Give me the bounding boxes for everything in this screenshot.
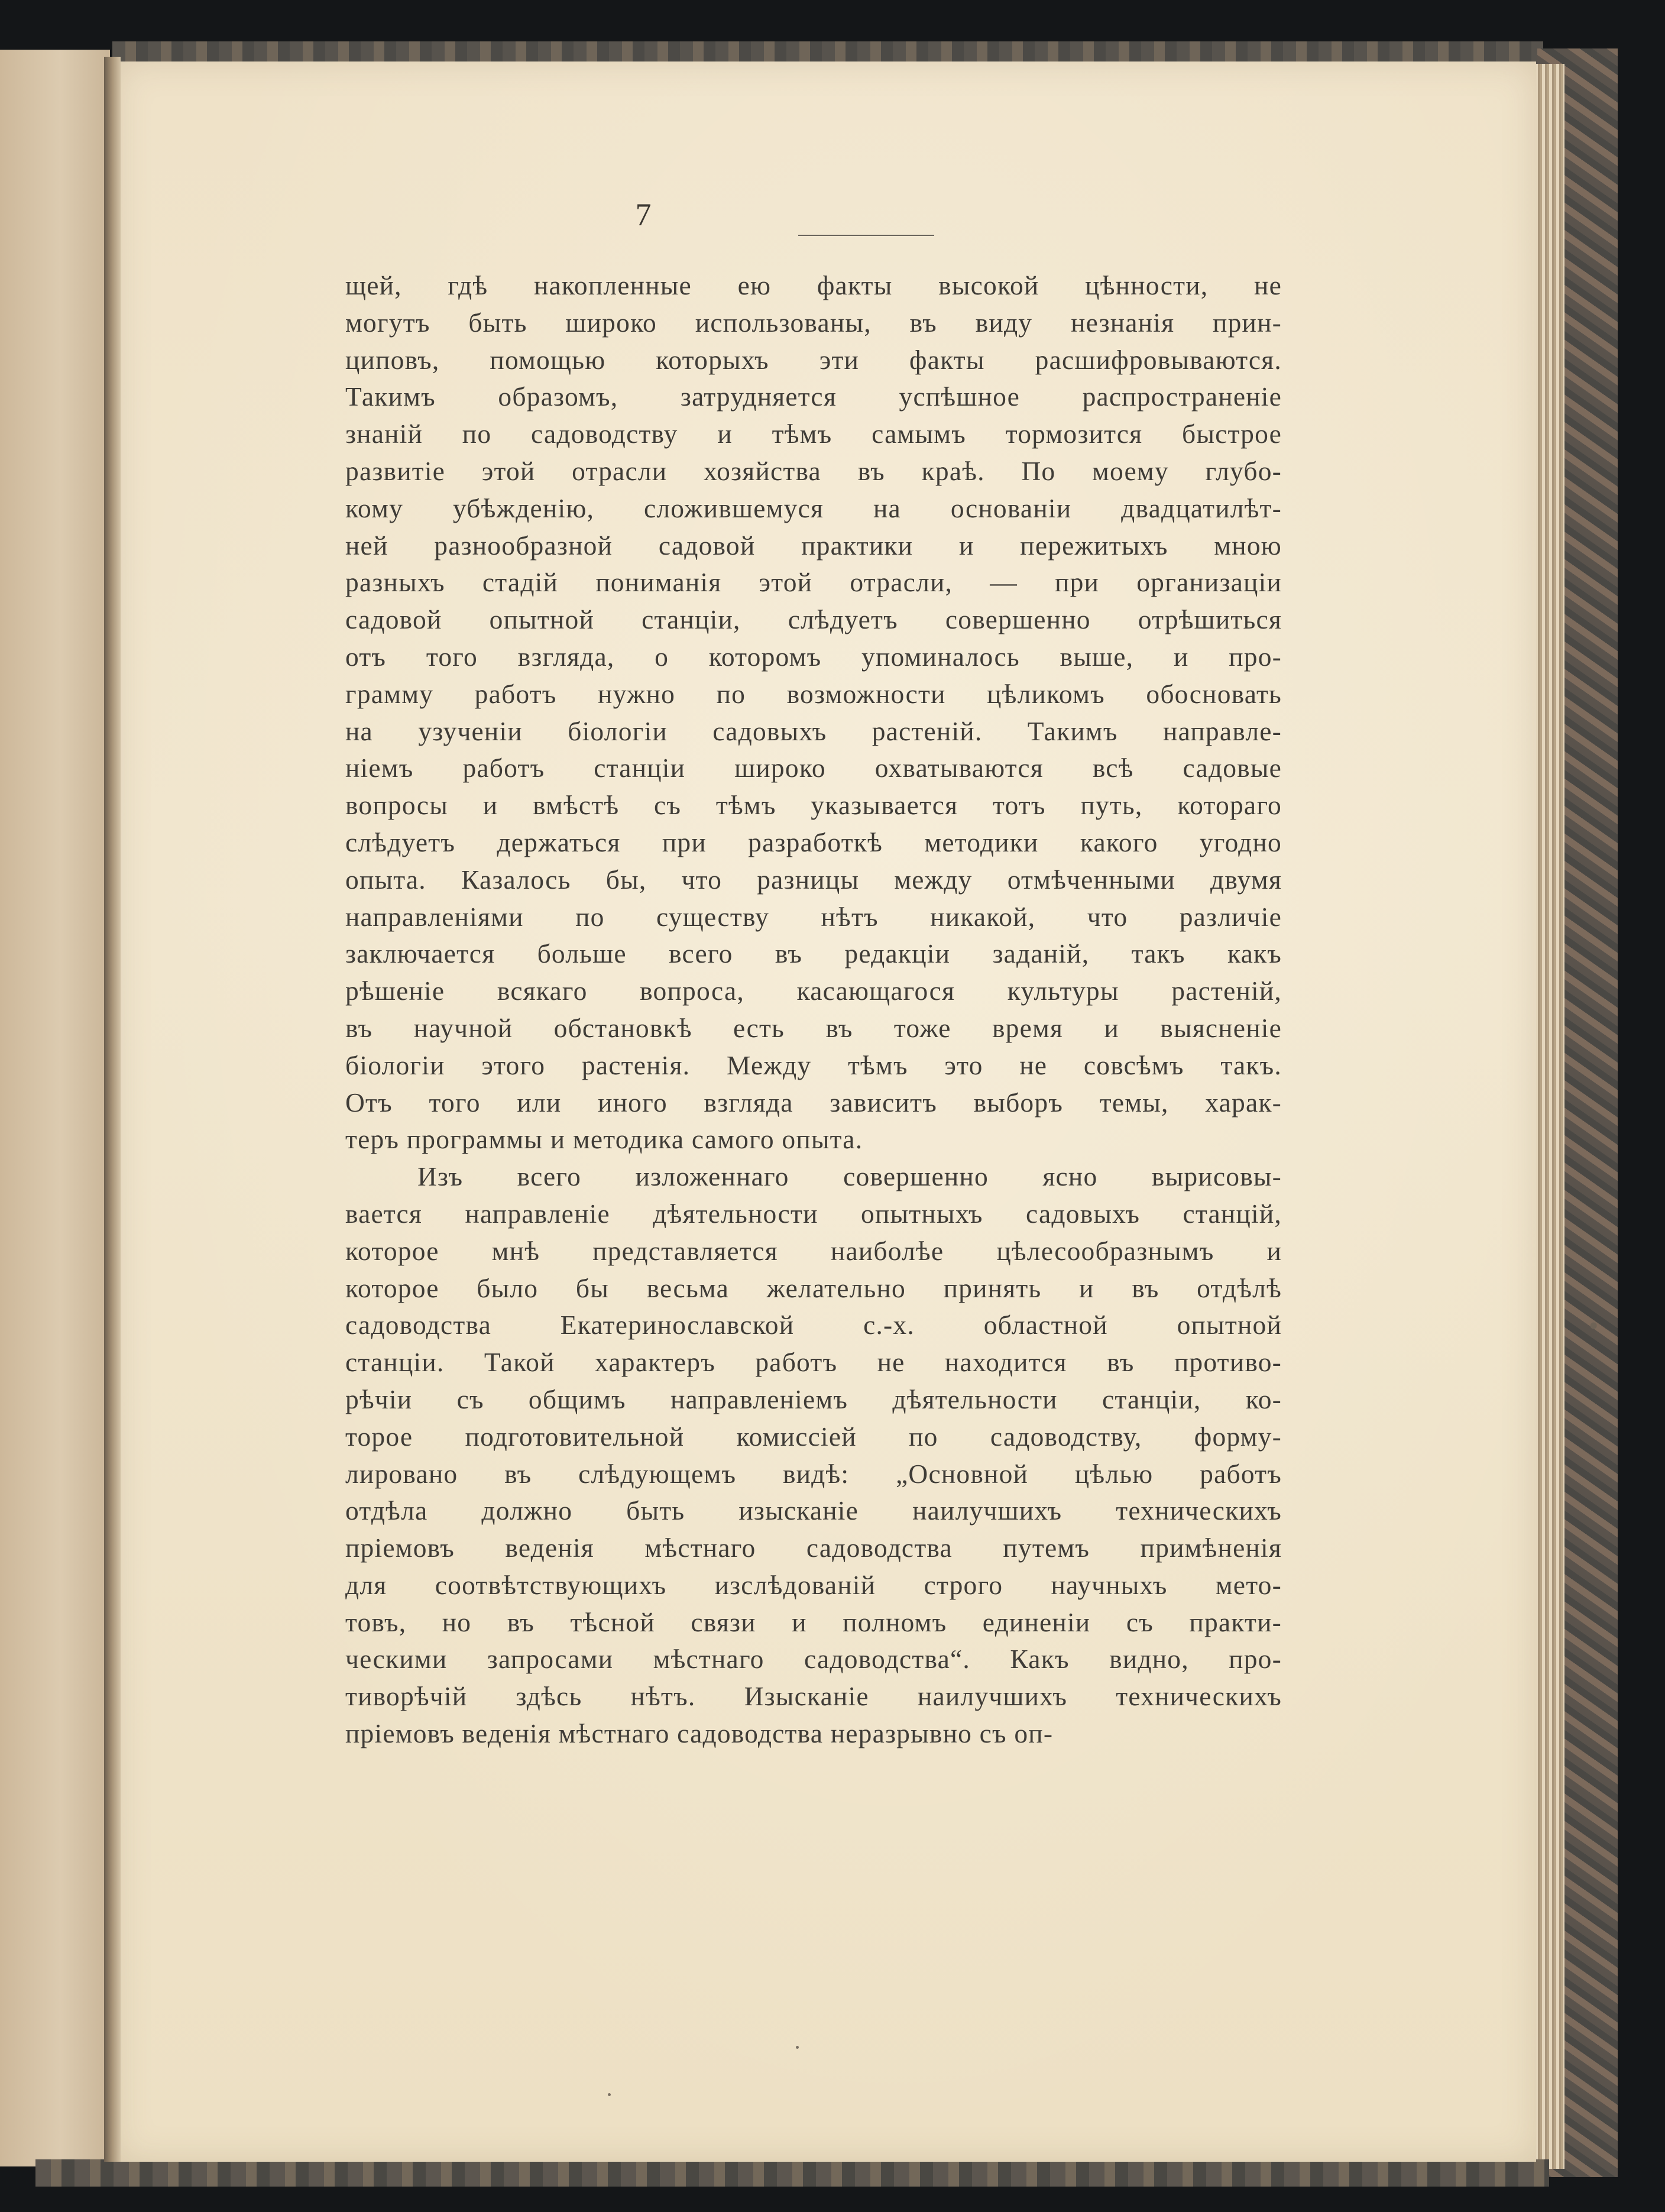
text-line: слѣдуетъ держаться при разработкѣ методики какого угодно xyxy=(345,827,1282,857)
text-line: вается направленіе дѣятельности опытныхъ садовыхъ станцій, xyxy=(345,1198,1282,1229)
text-line: пріемовъ веденія мѣстнаго садоводства неразрывно съ оп- xyxy=(345,1718,1054,1749)
facing-page-edge xyxy=(0,50,110,2166)
text-line: ніемъ работъ станціи широко охватываются всѣ садовые xyxy=(345,753,1282,783)
text-line: біологіи этого растенія. Между тѣмъ это не совсѣмъ такъ. xyxy=(345,1050,1282,1080)
text-line: рѣчіи съ общимъ направленіемъ дѣятельности станціи, ко- xyxy=(345,1384,1282,1414)
text-line: ческими запросами мѣстнаго садоводства“. Какъ видно, про- xyxy=(345,1644,1282,1675)
text-line: отдѣла должно быть изысканіе наилучшихъ техническихъ xyxy=(345,1495,1282,1526)
page-stack-edge xyxy=(1533,64,1564,2169)
text-line: торое подготовительной комиссіей по садоводству, форму- xyxy=(345,1421,1282,1452)
text-line: садовой опытной станціи, слѣдуетъ совершенно отрѣшиться xyxy=(345,604,1282,635)
text-line: лировано въ слѣдующемъ видѣ: „Основной цѣлью работъ xyxy=(345,1458,1282,1489)
book-gutter xyxy=(104,57,121,2162)
text-line: станціи. Такой характеръ работъ не находится въ противо- xyxy=(345,1347,1282,1378)
page-number: 7 xyxy=(635,197,652,232)
text-line: заключается больше всего въ редакціи заданій, такъ какъ xyxy=(345,938,1282,969)
text-line: разныхъ стадій пониманія этой отрасли, — при организаціи xyxy=(345,567,1282,598)
text-line: Такимъ образомъ, затрудняется успѣшное распространеніе xyxy=(345,381,1282,412)
text-line: которое мнѣ представляется наиболѣе цѣлесообразнымъ и xyxy=(345,1235,1282,1266)
text-line: товъ, но въ тѣсной связи и полномъ единеніи съ практи- xyxy=(345,1607,1282,1637)
page-number-rule xyxy=(798,235,934,236)
text-line: кому убѣжденію, сложившемуся на основаніи двадцатилѣт- xyxy=(345,493,1282,523)
text-line: тиворѣчій здѣсь нѣтъ. Изысканіе наилучшихъ техническихъ xyxy=(345,1681,1282,1712)
text-line: грамму работъ нужно по возможности цѣликомъ обосновать xyxy=(345,678,1282,709)
body-text xyxy=(345,267,1282,1753)
text-line: опыта. Казалось бы, что разницы между отмѣченными двумя xyxy=(345,864,1282,895)
cover-edge-bottom xyxy=(35,2159,1549,2187)
text-line: рѣшеніе всякаго вопроса, касающагося культуры растеній, xyxy=(345,976,1282,1006)
paper-speck xyxy=(608,2093,611,2096)
text-line: знаній по садоводству и тѣмъ самымъ тормозится быстрое xyxy=(345,419,1282,449)
book-page xyxy=(117,61,1536,2162)
text-line: вопросы и вмѣстѣ съ тѣмъ указывается тотъ путь, котораго xyxy=(345,790,1282,821)
text-line: отъ того взгляда, о которомъ упоминалось выше, и про- xyxy=(345,641,1282,672)
text-line: могутъ быть широко использованы, въ виду незнанія прин- xyxy=(345,307,1282,338)
text-line: теръ программы и методика самого опыта. xyxy=(345,1124,863,1155)
text-line: для соотвѣтствующихъ изслѣдованій строго научныхъ мето- xyxy=(345,1569,1282,1600)
text-line: пріемовъ веденія мѣстнаго садоводства путемъ примѣненія xyxy=(345,1533,1282,1563)
text-line: которое было бы весьма желательно принять и въ отдѣлѣ xyxy=(345,1272,1282,1303)
text-line: на узученіи біологіи садовыхъ растеній. Такимъ направле- xyxy=(345,715,1282,746)
text-line: Отъ того или иного взгляда зависитъ выборъ темы, харак- xyxy=(345,1087,1282,1118)
text-line: развитіе этой отрасли хозяйства въ краѣ. По моему глубо- xyxy=(345,455,1282,486)
text-line: ней разнообразной садовой практики и пережитыхъ мною xyxy=(345,530,1282,561)
text-line: въ научной обстановкѣ есть въ тоже время и выясненіе xyxy=(345,1012,1282,1043)
text-line: садоводства Екатеринославской с.-х. областной опытной xyxy=(345,1310,1282,1340)
paper-speck xyxy=(796,2046,799,2049)
text-line: направленіями по существу нѣтъ никакой, что различіе xyxy=(345,901,1282,932)
text-line: щей, гдѣ накопленные ею факты высокой цѣнности, не xyxy=(345,270,1282,300)
text-line: циповъ, помощью которыхъ эти факты расшифровываются. xyxy=(345,344,1282,375)
text-line: Изъ всего изложеннаго совершенно ясно вырисовы- xyxy=(417,1161,1282,1192)
